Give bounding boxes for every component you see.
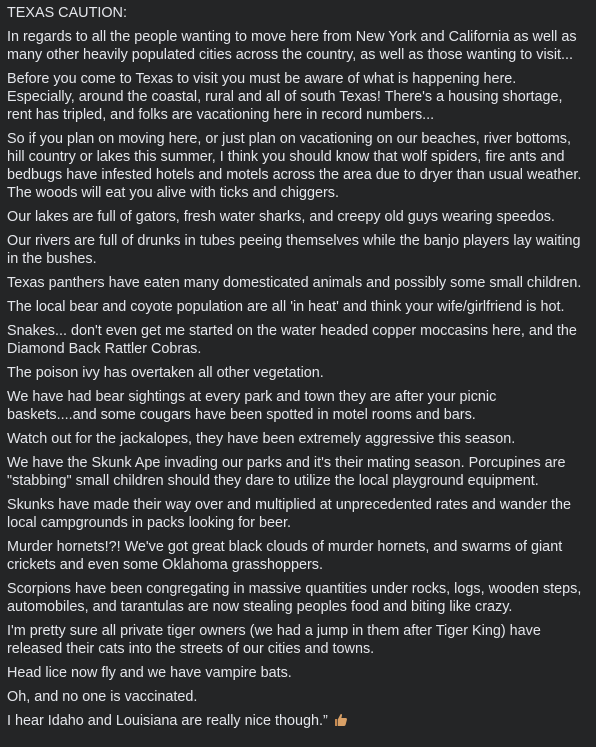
post-paragraph: Head lice now fly and we have vampire bats.: [7, 665, 292, 681]
post-paragraph: Before you come to Texas to visit you must be aware of what is happening here. Especially, around the coastal, rural and all of south Texas! There's a housing shortage, rent has tripled, and folks are vacationing here in record numbers...: [7, 71, 563, 123]
post-paragraph: Watch out for the jackalopes, they have been extremely aggressive this season.: [7, 431, 516, 447]
post-closing-line: [7, 712, 587, 732]
post-paragraph: Murder hornets!?! We've got great black clouds of murder hornets, and swarms of giant crickets and even some Oklahoma grasshoppers.: [7, 539, 563, 573]
post-paragraph: Scorpions have been congregating in massive quantities under rocks, logs, wooden steps, automobiles, and tarantulas are now stealing peoples food and biting like crazy.: [7, 581, 582, 615]
post-paragraph: Snakes... don't even get me started on the water headed copper moccasins here, and the Diamond Back Rattler Cobras.: [7, 323, 577, 357]
post-paragraph: So if you plan on moving here, or just plan on vacationing on our beaches, river bottoms, hill country or lakes this summer, I think you should know that wolf spiders, fire ants and bedbugs have infested hotels and motels across the area due to dryer than usual weather. The woods will eat you alive with ticks and chiggers.: [7, 131, 582, 201]
post-paragraph: Our lakes are full of gators, fresh water sharks, and creepy old guys wearing speedos.: [7, 209, 555, 225]
post-paragraph: Oh, and no one is vaccinated.: [7, 689, 198, 705]
post-paragraph: Our rivers are full of drunks in tubes peeing themselves while the banjo players lay waiting in the bushes.: [7, 233, 581, 267]
post-paragraph: The poison ivy has overtaken all other vegetation.: [7, 365, 324, 381]
thumbs-up-icon: [334, 713, 348, 732]
post-paragraph: I'm pretty sure all private tiger owners (we had a jump in them after Tiger King) have released their cats into the streets of our cities and towns.: [7, 623, 541, 657]
post-paragraph: The local bear and coyote population are all 'in heat' and think your wife/girlfriend is hot.: [7, 299, 565, 315]
post-paragraph: In regards to all the people wanting to move here from New York and California as well as many other heavily populated cities across the country, as well as those wanting to visit...: [7, 29, 577, 63]
post-heading: TEXAS CAUTION:: [7, 5, 127, 21]
post-body: [7, 4, 587, 738]
post-paragraph: Texas panthers have eaten many domesticated animals and possibly some small children.: [7, 275, 582, 291]
post-paragraph: We have had bear sightings at every park and town they are after your picnic baskets....and some cougars have been spotted in motel rooms and bars.: [7, 389, 497, 423]
post-paragraph: We have the Skunk Ape invading our parks and it's their mating season. Porcupines are "stabbing" small children should they dare to utilize the local playground equipment.: [7, 455, 566, 489]
closing-text: I hear Idaho and Louisiana are really nice though.”: [7, 713, 328, 729]
post-paragraph: Skunks have made their way over and multiplied at unprecedented rates and wander the local campgrounds in packs looking for beer.: [7, 497, 571, 531]
